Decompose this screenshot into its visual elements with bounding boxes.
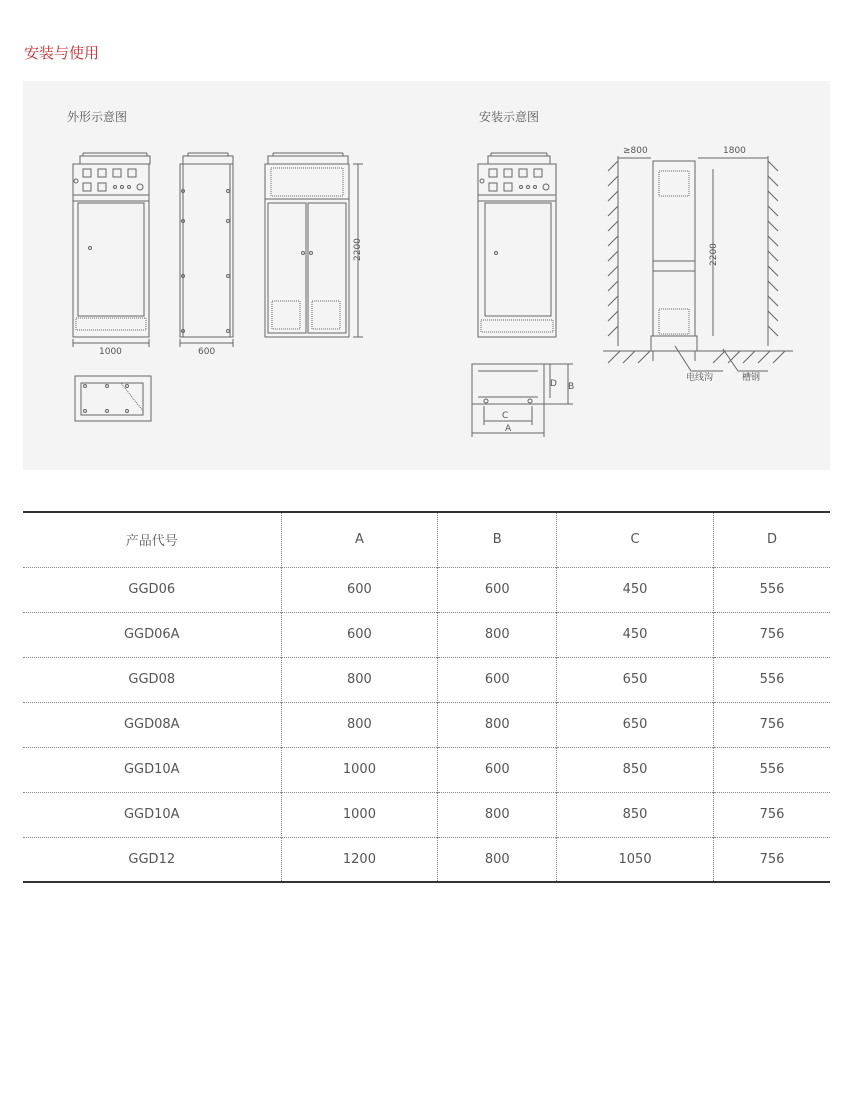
cell-d: 556 bbox=[713, 747, 830, 792]
table-row bbox=[23, 837, 830, 882]
base-dimension-drawing bbox=[472, 364, 573, 437]
section-title: 安装与使用 bbox=[24, 44, 100, 62]
cell-model: GGD12 bbox=[128, 851, 176, 867]
dim-height: 2200 bbox=[353, 238, 363, 261]
install-diagram-label: 安装示意图 bbox=[479, 110, 540, 124]
front-view-drawing bbox=[73, 153, 150, 347]
header-b: B bbox=[438, 512, 557, 567]
dim-depth-side: 600 bbox=[198, 347, 216, 357]
table-header-row bbox=[23, 512, 830, 567]
dim-clearance: ≥800 bbox=[623, 146, 648, 156]
cell-model: GGD06A bbox=[123, 627, 180, 642]
cell-d: 756 bbox=[713, 837, 830, 882]
base-top-view-drawing bbox=[75, 376, 151, 421]
cell-model: GGD08 bbox=[128, 672, 176, 687]
dim-base-b: B bbox=[568, 382, 575, 392]
cell-d: 556 bbox=[713, 567, 830, 612]
dim-base-d: D bbox=[550, 379, 557, 389]
cell-model: GGD08A bbox=[123, 717, 180, 732]
cell-a: 1000 bbox=[281, 747, 438, 792]
table-row bbox=[23, 612, 830, 657]
exterior-diagram-label: 外形示意图 bbox=[67, 110, 128, 124]
side-view-drawing bbox=[180, 153, 233, 347]
dim-width-front: 1000 bbox=[99, 347, 122, 357]
cell-model: GGD10A bbox=[123, 807, 180, 822]
install-front-view-drawing bbox=[478, 153, 556, 337]
technical-drawings bbox=[23, 81, 830, 470]
table-row bbox=[23, 792, 830, 837]
cell-model: GGD10A bbox=[123, 762, 180, 777]
label-channel-steel: 槽钢 bbox=[742, 373, 761, 383]
rear-view-drawing bbox=[265, 153, 363, 337]
figure-panel bbox=[23, 81, 830, 470]
table-row bbox=[23, 657, 830, 702]
cell-b: 800 bbox=[438, 792, 557, 837]
cell-b: 600 bbox=[438, 567, 557, 612]
table-row bbox=[23, 747, 830, 792]
cell-model: GGD06 bbox=[128, 582, 176, 597]
table-row bbox=[23, 702, 830, 747]
room-section-drawing bbox=[603, 156, 793, 371]
dim-base-c: C bbox=[502, 411, 509, 421]
cell-b: 800 bbox=[438, 612, 557, 657]
header-model: 产品代号 bbox=[125, 534, 178, 550]
dim-height-install: 2200 bbox=[709, 243, 719, 266]
cell-c: 850 bbox=[557, 792, 714, 837]
cell-a: 1000 bbox=[281, 792, 438, 837]
header-c: C bbox=[557, 512, 714, 567]
header-d: D bbox=[713, 512, 830, 567]
dim-wall-to-wall: 1800 bbox=[723, 146, 746, 156]
header-a: A bbox=[281, 512, 438, 567]
table-row bbox=[23, 567, 830, 612]
cell-c: 450 bbox=[557, 612, 714, 657]
cell-b: 600 bbox=[438, 657, 557, 702]
cell-d: 756 bbox=[713, 792, 830, 837]
cell-b: 800 bbox=[438, 837, 557, 882]
cell-c: 450 bbox=[557, 567, 714, 612]
cell-c: 850 bbox=[557, 747, 714, 792]
cell-b: 600 bbox=[438, 747, 557, 792]
cell-c: 650 bbox=[557, 702, 714, 747]
dim-base-a: A bbox=[505, 424, 512, 434]
dimensions-table bbox=[23, 511, 830, 883]
cell-d: 756 bbox=[713, 612, 830, 657]
cell-a: 800 bbox=[281, 657, 438, 702]
cell-a: 800 bbox=[281, 702, 438, 747]
cell-a: 600 bbox=[281, 567, 438, 612]
cell-a: 600 bbox=[281, 612, 438, 657]
cell-a: 1200 bbox=[281, 837, 438, 882]
cell-c: 1050 bbox=[557, 837, 714, 882]
cell-b: 800 bbox=[438, 702, 557, 747]
label-cable-trench: 电线沟 bbox=[686, 373, 714, 383]
cell-d: 756 bbox=[713, 702, 830, 747]
cell-d: 556 bbox=[713, 657, 830, 702]
cell-c: 650 bbox=[557, 657, 714, 702]
